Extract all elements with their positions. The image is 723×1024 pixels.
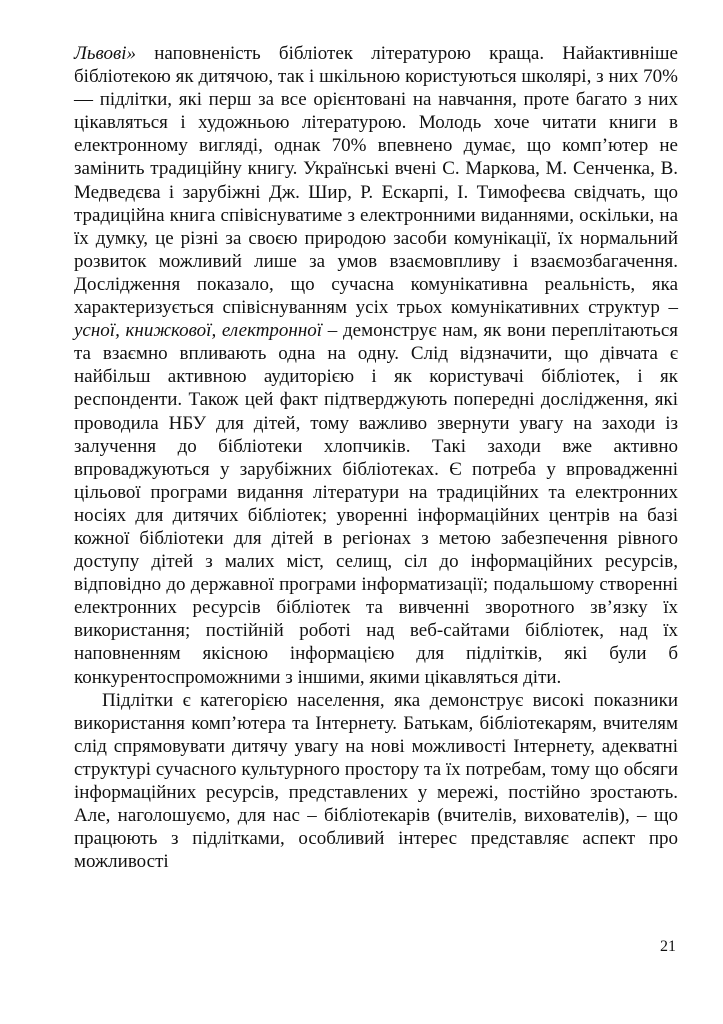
body-paragraph-2: [74, 689, 678, 874]
italic-run: Львові»: [74, 43, 137, 64]
text-run: Підлітки є категорією населення, яка демонструє високі показники використання комп’ютера та Інтернету. Батькам, бібліотекарям, вчителям слід спрямовувати дитячу увагу на нові можливості Інтернету, адекватні структурі сучасного культурного простору та їх потребам, тому що обсяги інформаційних ресурсів, представлених у мережі, постійно зростають. Але, наголошуємо, для нас – бібліотекарів (вчителів, вихователів), – що працюють з підлітками, особливий інтерес представляє аспект про можливості: [74, 689, 678, 873]
text-run: – демонструє нам, як вони переплітаються та взаємно впливають одна на одну. Слід відзначити, що дівчата є найбільш активною аудиторією і як користувачі бібліотек, і як респонденти. Також цей факт підтверджують попередні дослідження, які проводила НБУ для дітей, тому важливо звернути увагу на заходи із залучення до бібліотеки хлопчиків. Такі заходи вже активно впроваджуються у зарубіжних бібліотеках. Є потреба у впровадженні цільової програми видання літератури на традиційних та електронних носіях для дитячих бібліотек; уворенні інформаційних центрів на базі кожної бібліотеки для дітей в регіонах з метою забезпечення рівного доступу дітей з малих міст, селищ, сіл до інформаційних ресурсів, відповідно до державної програми інформатизації; подальшому створенні електронних ресурсів бібліотек та вивченні зворотного зв’язку їх використання; постійній роботі над веб-сайтами бібліотек, над їх наповненням якісною інформацією для підлітків, які були б конкурентоспроможними з іншими, якими цікавляться діти.: [74, 320, 679, 688]
body-paragraph-1: [74, 42, 678, 689]
text-run: наповненість бібліотек літературою краща. Найактивніше бібліотекою як дитячою, так і шкільною користуються школярі, з них 70% — підлітки, які перш за все орієнтовані на навчання, проте багато з них цікавляться і художньою літературою. Молодь хоче читати книги в електронному вигляді, однак 70% впевнено думає, що комп’ютер не замінить традиційну книгу. Українські вчені С. Маркова, М. Сенченка, В. Медведєва і зарубіжні Дж. Шир, Р. Ескарпі, І. Тимофеєва свідчать, що традиційна книга співіснуватиме з електронними виданнями, оскільки, на їх думку, це різні за своєю природою засоби комунікації, їх нормальний розвиток можливий лише за умов взаємовпливу і взаємозбагачення. Дослідження показало, що сучасна комунікативна реальність, яка характеризується співіснуванням усіх трьох комунікативних структур –: [74, 43, 678, 319]
italic-run: усної, книжкової, електронної: [74, 320, 323, 342]
page-number: 21: [660, 938, 676, 955]
document-page: [74, 42, 678, 873]
